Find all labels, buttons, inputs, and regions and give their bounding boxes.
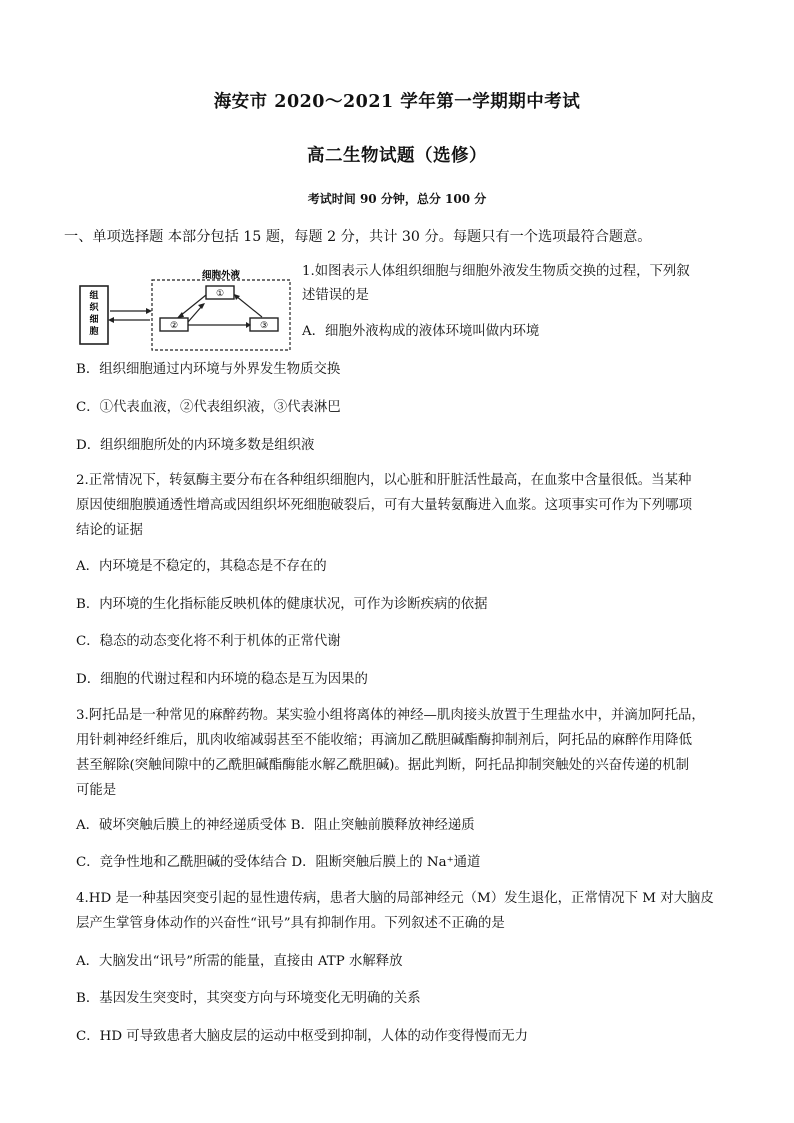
cell-label-4: 胞 [89,327,99,337]
q1-option-a: A．细胞外液构成的液体环境叫做内环境 [302,324,540,339]
exam-info: 考试时间 90 分钟，总分 100 分 [307,192,487,206]
q4-option-b: B．基因发生突变时，其突变方向与环境变化无明确的关系 [76,991,421,1006]
q1-option-d: D．组织细胞所处的内环境多数是组织液 [76,438,315,453]
section-heading: 一、单项选择题 本部分包括 15 题，每题 2 分，共计 30 分。每题只有一个选项最符合题意。 [64,229,652,245]
q3-options-cd: C．竞争性地和乙酰胆碱的受体结合 D．阻断突触后膜上的 Na⁺通道 [76,855,481,870]
figure-exchange-diagram [78,268,293,356]
q2-stem-line-3: 结论的证据 [76,523,143,538]
q1-option-b: B．组织细胞通过内环境与外界发生物质交换 [76,362,341,377]
q2-stem-line-2: 原因使细胞膜通透性增高或因组织坏死细胞破裂后，可有大量转氨酶进入血浆。这项事实可作为下列哪项 [76,498,692,513]
q3-stem-line-3: 甚至解除(突触间隙中的乙酰胆碱酯酶能水解乙酰胆碱)。据此判断，阿托品抑制突触处的兴奋传递的机制 [76,758,690,773]
node-1-label: ① [215,289,225,299]
q4-stem-line-2: 层产生掌管身体动作的兴奋性“讯号”具有抑制作用。下列叙述不正确的是 [76,916,505,931]
q2-option-d: D．细胞的代谢过程和内环境的稳态是互为因果的 [76,672,368,687]
q2-stem-line-1: 2.正常情况下，转氨酶主要分布在各种组织细胞内，以心脏和肝脏活性最高，在血浆中含量很低。当某种 [76,473,692,488]
arrow-head-left [108,317,114,323]
node-2-label: ② [169,321,179,331]
q2-option-c: C．稳态的动态变化将不利于机体的正常代谢 [76,634,341,649]
q4-stem-line-1: 4.HD 是一种基因突变引起的显性遗传病，患者大脑的局部神经元（M）发生退化，正常情况下 M 对大脑皮 [76,891,714,906]
exam-subtitle: 高二生物试题（选修） [307,146,487,166]
arrow-head-right [146,308,152,314]
exam-title: 海安市 2020～2021 学年第一学期期中考试 [213,92,581,112]
q1-stem-line-2: 述错误的是 [302,288,369,303]
q2-option-a: A．内环境是不稳定的，其稳态是不存在的 [76,559,327,574]
arrow-3-to-1 [236,296,262,317]
cell-label-2: 织 [89,303,99,313]
node-3-label: ③ [259,321,269,331]
q2-option-b: B．内环境的生化指标能反映机体的健康状况，可作为诊断疾病的依据 [76,597,488,612]
q1-option-c: C．①代表血液，②代表组织液，③代表淋巴 [76,400,341,415]
q4-option-c: C．HD 可导致患者大脑皮层的运动中枢受到抑制，人体的动作变得慢而无力 [76,1029,529,1044]
q3-stem-line-1: 3.阿托品是一种常见的麻醉药物。某实验小组将离体的神经—肌肉接头放置于生理盐水中，并滴加阿托品， [76,708,705,723]
q1-stem-line-1: 1.如图表示人体组织细胞与细胞外液发生物质交换的过程，下列叙 [302,264,690,279]
cell-label-1: 组 [89,291,99,301]
extracellular-fluid-label: 细胞外液 [201,270,241,281]
q3-stem-line-2: 用针刺神经纤维后，肌肉收缩减弱甚至不能收缩；再滴加乙酰胆碱酯酶抑制剂后，阿托品的麻醉作用降低 [76,733,692,748]
q3-options-ab: A．破坏突触后膜上的神经递质受体 B．阻止突触前膜释放神经递质 [76,818,475,833]
q3-stem-line-4: 可能是 [76,783,117,798]
q4-option-a: A．大脑发出“讯号”所需的能量，直接由 ATP 水解释放 [76,954,403,969]
cell-label-3: 细 [89,315,99,325]
arrow-2-to-1-head [198,303,205,309]
figure-svg [78,268,293,356]
